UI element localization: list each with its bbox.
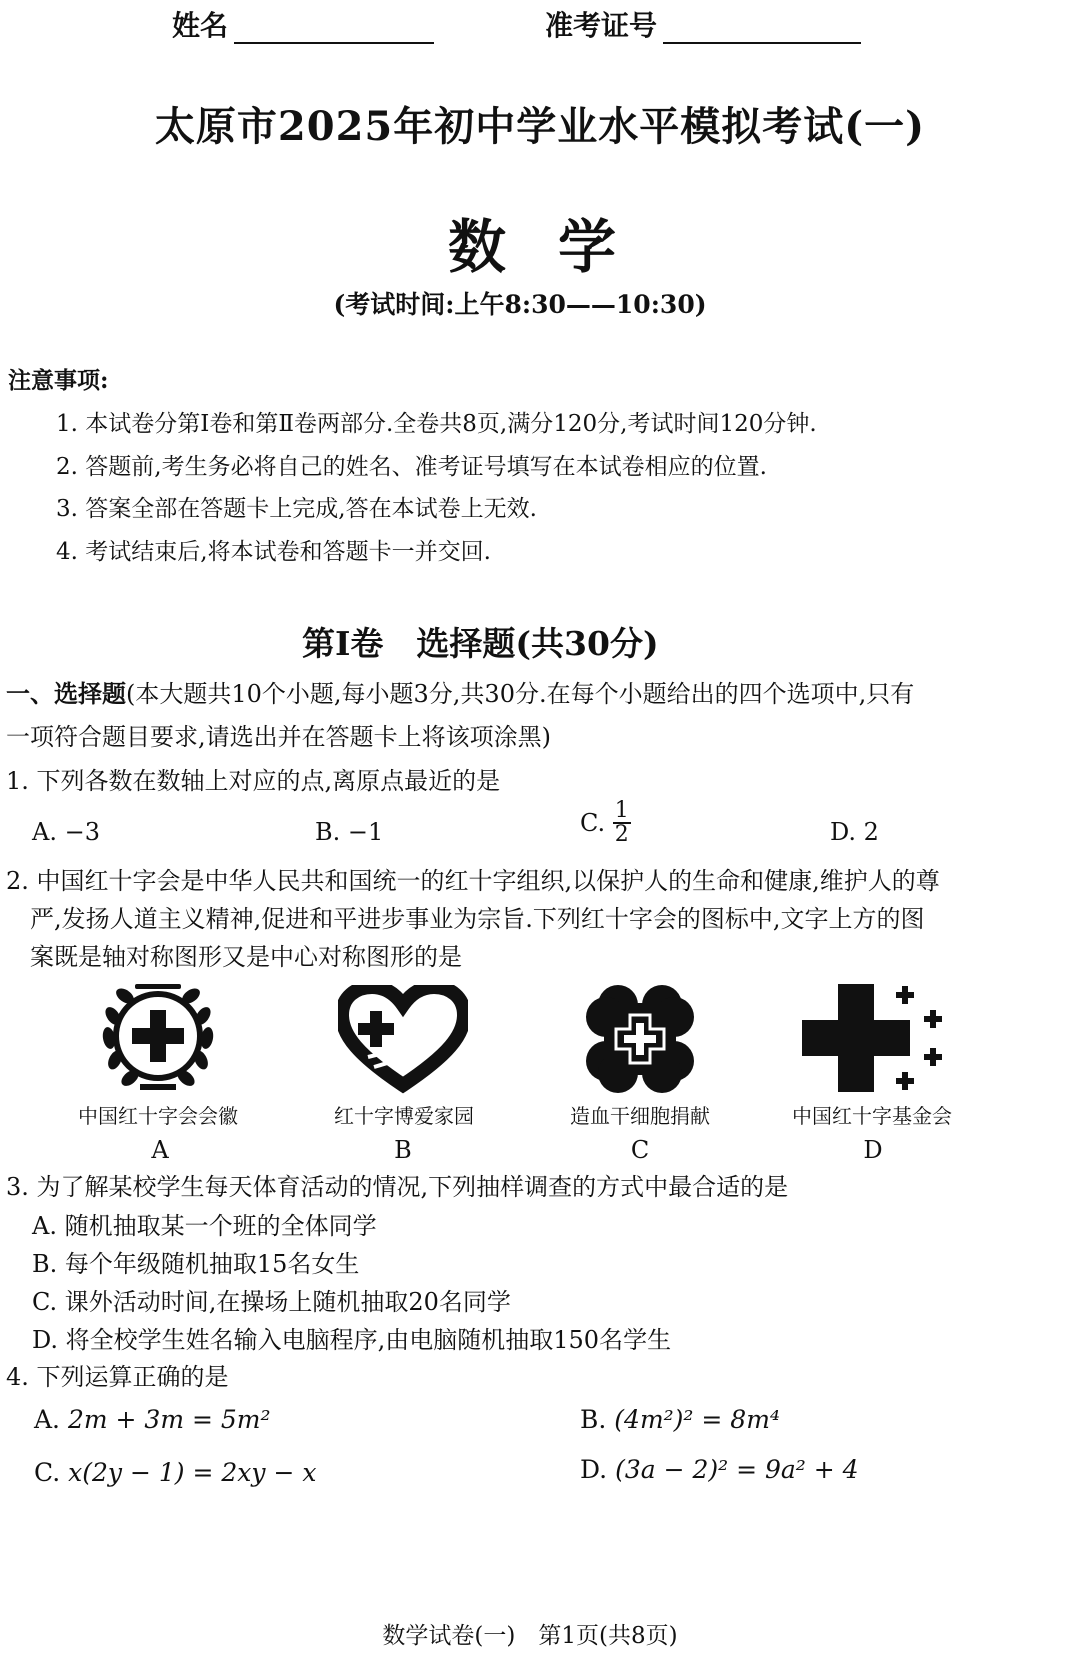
logo-d-letter: D [863,1136,883,1164]
logo-d-caption: 中国红十字基金会 [792,1104,952,1128]
q4-option-a-label: A. [34,1405,61,1434]
logo-c-caption: 造血干细胞捐献 [570,1104,710,1128]
q4-option-a-expr: 2m + 3m = 5m² [67,1405,271,1434]
q4-option-b-label: B. [580,1405,607,1434]
q4-option-c-expr: x(2y − 1) = 2xy − x [68,1458,317,1487]
part1-intro [6,675,1076,713]
notice-item: 2. 答题前,考生务必将自己的姓名、准考证号填写在本试卷相应的位置. [56,454,767,480]
q1-option-b: B. −1 [315,818,384,846]
q1-option-a: A. −3 [32,818,100,846]
name-label: 姓名 [172,9,229,42]
q4-option-d-label: D. [580,1455,608,1484]
fraction-denominator: 2 [614,822,629,847]
q4-stem: 4. 下列运算正确的是 [6,1363,229,1391]
q2-stem-line3: 案既是轴对称图形又是中心对称图形的是 [30,943,462,971]
q4-option-b-expr: (4m²)² = 8m⁴ [614,1405,780,1434]
logo-a [95,978,221,1098]
red-cross-emblem-icon [95,978,221,1098]
heart-cross-icon [338,985,468,1095]
q4-option-c [34,1458,316,1487]
fraction-numerator: 1 [614,798,629,823]
notice-heading: 注意事项: [8,367,109,394]
q3-option-c: C. 课外活动时间,在操场上随机抽取20名同学 [32,1288,511,1316]
section-title: 第Ⅰ卷 选择题(共30分) [302,624,659,663]
q3-option-a: A. 随机抽取某一个班的全体同学 [32,1212,377,1240]
exam-title: 太原市2025年初中学业水平模拟考试(一) [154,103,926,150]
q2-stem-line2: 严,发扬人道主义精神,促进和平进步事业为宗旨.下列红十字会的图标中,文字上方的图 [30,905,925,933]
logo-b-caption: 红十字博爱家园 [334,1104,474,1128]
part1-heading: 一、选择题 [6,679,126,708]
logo-a-caption: 中国红十字会会徽 [78,1104,238,1128]
logo-d [800,982,950,1097]
q1-stem: 1. 下列各数在数轴上对应的点,离原点最近的是 [6,767,501,795]
exam-id-line[interactable] [663,16,861,44]
part1-intro-line1: (本大题共10个小题,每小题3分,共30分.在每个小题给出的四个选项中,只有 [126,680,915,708]
part1-intro-line2: 一项符合题目要求,请选出并在答题卡上将该项涂黑) [6,723,551,751]
logo-a-letter: A [151,1136,169,1164]
q4-option-d [580,1455,859,1484]
q2-stem-line1: 2. 中国红十字会是中华人民共和国统一的红十字组织,以保护人的生命和健康,维护人的尊 [6,867,940,895]
four-leaf-cross-icon [584,983,696,1095]
q3-option-d: D. 将全校学生姓名输入电脑程序,由电脑随机抽取150名学生 [32,1326,672,1354]
fraction [613,800,631,846]
q4-option-a [34,1405,271,1434]
q4-option-d-expr: (3a − 2)² = 9a² + 4 [615,1455,859,1484]
notice-item: 1. 本试卷分第Ⅰ卷和第Ⅱ卷两部分.全卷共8页,满分120分,考试时间120分钟. [56,411,817,437]
exam-time: (考试时间:上午8:30——10:30) [333,290,707,319]
q1-option-d: D. 2 [830,818,879,846]
subject-title: 数学 [448,213,669,281]
name-line[interactable] [234,16,434,44]
notice-item: 4. 考试结束后,将本试卷和答题卡一并交回. [56,539,491,565]
logo-b [338,985,468,1095]
logo-c [584,983,696,1095]
q3-stem: 3. 为了解某校学生每天体育活动的情况,下列抽样调查的方式中最合适的是 [6,1173,789,1201]
notice-item: 3. 答案全部在答题卡上完成,答在本试卷上无效. [56,496,537,522]
logo-c-letter: C [630,1136,650,1164]
large-cross-icon [800,982,950,1097]
logo-b-letter: B [394,1136,412,1164]
q4-option-b [580,1405,780,1434]
exam-id-field[interactable] [545,4,861,44]
q4-option-c-label: C. [34,1458,61,1487]
page-footer: 数学试卷(一) 第1页(共8页) [382,1623,678,1649]
exam-id-label: 准考证号 [545,9,658,42]
q3-option-b: B. 每个年级随机抽取15名女生 [32,1250,360,1278]
q1-option-c-label: C. [580,809,606,837]
name-field[interactable] [172,4,434,44]
q1-option-c [580,800,631,846]
